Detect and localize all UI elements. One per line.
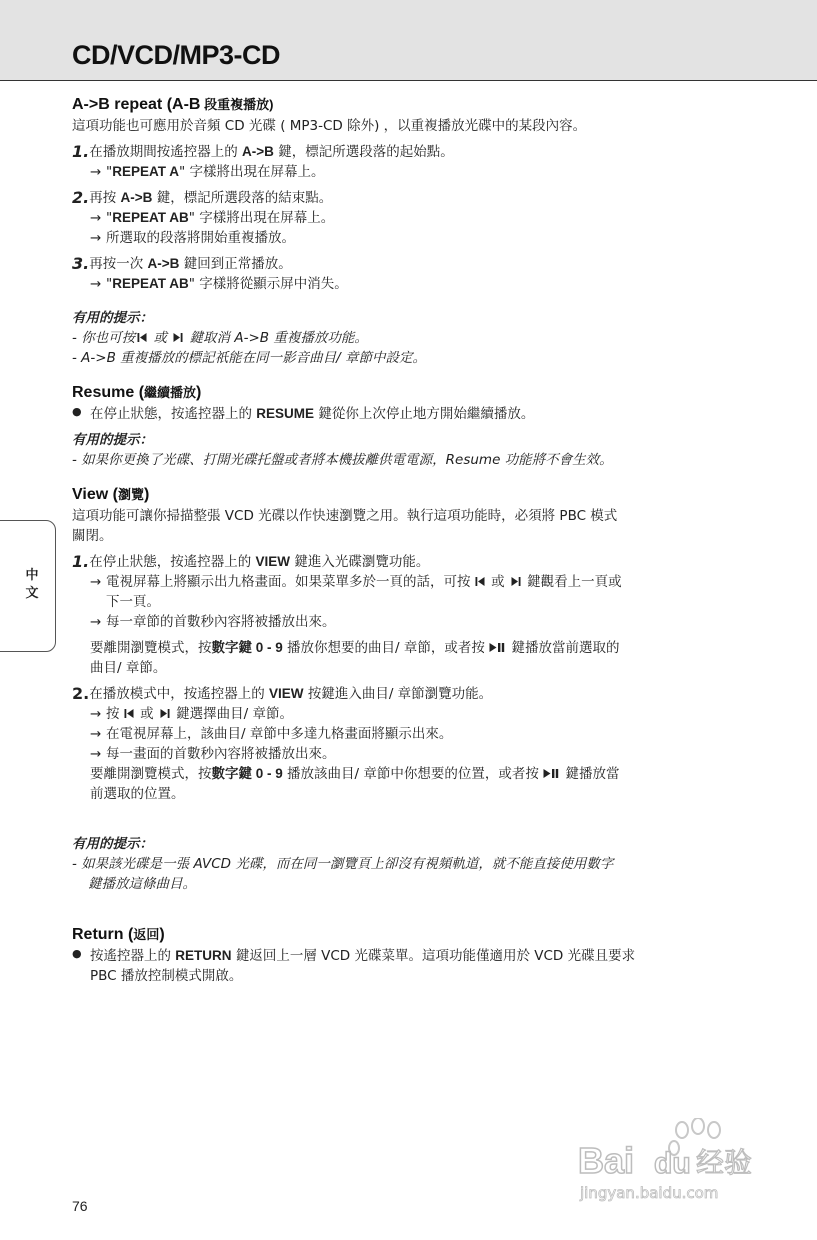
ab-tip-1: - 你也可按 或 鍵取消 A->B 重複播放功能。 xyxy=(72,330,368,346)
ab-step-1: 1. 在播放期間按遙控器上的 A->B 鍵，標記所選段落的起始點。 xyxy=(72,142,454,161)
arrow-right-icon: → xyxy=(90,230,102,246)
baidu-jingyan-watermark xyxy=(578,1118,778,1208)
ab-step-2-result-2: → 所選取的段落將開始重複播放。 xyxy=(90,230,295,246)
play-pause-icon xyxy=(489,642,505,653)
view-step-1-result-1: → 電視屏幕上將顯示出九格畫面。如果菜單多於一頁的話，可按 或 鍵觀看上一頁或 xyxy=(90,574,622,590)
view-intro-1: 這項功能可讓你掃描整張 VCD 光碟以作快速瀏覽之用。執行這項功能時，必須將 PBC 模式 xyxy=(72,508,618,524)
prev-track-icon xyxy=(137,332,147,343)
view-step-2-result-1: → 按 或 鍵選擇曲目/ 章節。 xyxy=(90,706,294,722)
resume-tip-1: - 如果你更換了光碟、打開光碟托盤或者將本機拔離供電電源，Resume 功能將不會生效。 xyxy=(72,452,613,468)
ab-step-2: 2. 再按 A->B 鍵，標記所選段落的結束點。 xyxy=(72,188,333,207)
return-heading: Return (返回) xyxy=(72,926,165,943)
play-pause-icon xyxy=(543,768,559,779)
next-track-icon xyxy=(160,708,170,719)
view-step-1-result-1-cont: 下一頁。 xyxy=(106,594,160,610)
bullet-icon: ● xyxy=(72,947,82,960)
ab-step-1-result: → "REPEAT A" 字樣將出現在屏幕上。 xyxy=(90,164,325,180)
view-step-1-result-2: → 每一章節的首數秒內容將被播放出來。 xyxy=(90,614,336,630)
ab-step-3: 3. 再按一次 A->B 鍵回到正常播放。 xyxy=(72,254,292,273)
view-step-2-exit: 要離開瀏覽模式，按數字鍵 0 - 9 播放該曲目/ 章節中你想要的位置，或者按 鍵播放當 xyxy=(90,766,620,782)
arrow-right-icon: → xyxy=(90,574,102,590)
view-intro-2: 關閉。 xyxy=(72,528,113,544)
ab-tip-2: - A->B 重複播放的標記祇能在同一影音曲目/ 章節中設定。 xyxy=(72,350,426,366)
svg-text:Bai: Bai xyxy=(578,1140,635,1181)
next-track-icon xyxy=(173,332,183,343)
view-heading: View (瀏覽) xyxy=(72,486,150,503)
arrow-right-icon: → xyxy=(90,210,102,226)
view-step-1: 1. 在停止狀態，按遙控器上的 VIEW 鍵進入光碟瀏覽功能。 xyxy=(72,552,430,571)
svg-text:jingyan.baidu.com: jingyan.baidu.com xyxy=(580,1184,719,1202)
manual-content xyxy=(72,94,772,986)
page-title: CD/VCD/MP3-CD xyxy=(72,40,281,70)
view-step-2: 2. 在播放模式中，按遙控器上的 VIEW 按鍵進入曲目/ 章節瀏覽功能。 xyxy=(72,684,493,703)
return-bullet-cont: PBC 播放控制模式開啟。 xyxy=(90,968,243,984)
arrow-right-icon: → xyxy=(90,276,102,292)
resume-bullet: ● 在停止狀態，按遙控器上的 RESUME 鍵從你上次停止地方開始繼續播放。 xyxy=(72,405,535,422)
bullet-icon: ● xyxy=(72,405,82,418)
view-tip-1: - 如果該光碟是一張 AVCD 光碟，而在同一瀏覽頁上卻沒有視頻軌道，就不能直接使用數字 xyxy=(72,856,614,872)
arrow-right-icon: → xyxy=(90,614,102,630)
arrow-right-icon: → xyxy=(90,726,102,742)
prev-track-icon xyxy=(475,576,485,587)
ab-tips-heading: 有用的提示： xyxy=(72,310,153,326)
arrow-right-icon: → xyxy=(90,746,102,762)
page-number: 76 xyxy=(72,1198,88,1214)
ab-step-2-result-1: → "REPEAT AB" 字樣將出現在屏幕上。 xyxy=(90,210,335,226)
return-bullet: ● 按遙控器上的 RETURN 鍵返回上一層 VCD 光碟菜單。這項功能僅適用於 VCD 光碟且要求 xyxy=(72,947,636,964)
view-step-1-exit-cont: 曲目/ 章節。 xyxy=(90,660,167,676)
language-tab-label: 中 文 xyxy=(25,568,39,601)
resume-heading: Resume (繼續播放) xyxy=(72,384,202,401)
svg-text:经验: 经验 xyxy=(696,1146,753,1179)
resume-tips-heading: 有用的提示： xyxy=(72,432,153,448)
ab-step-3-result: → "REPEAT AB" 字樣將從顯示屏中消失。 xyxy=(90,276,348,292)
view-step-1-exit: 要離開瀏覽模式，按數字鍵 0 - 9 播放你想要的曲目/ 章節，或者按 鍵播放當前選取的 xyxy=(90,640,620,656)
view-step-2-exit-cont: 前選取的位置。 xyxy=(90,786,185,802)
next-track-icon xyxy=(511,576,521,587)
view-step-2-result-2: → 在電視屏幕上，該曲目/ 章節中多達九格畫面將顯示出來。 xyxy=(90,726,453,742)
view-step-2-result-3: → 每一畫面的首數秒內容將被播放出來。 xyxy=(90,746,336,762)
arrow-right-icon: → xyxy=(90,164,102,180)
ab-repeat-intro: 這項功能也可應用於音頻 CD 光碟 ( MP3-CD 除外) ，以重複播放光碟中的某段內容。 xyxy=(72,118,587,134)
prev-track-icon xyxy=(124,708,134,719)
svg-text:du: du xyxy=(654,1147,691,1180)
view-tip-1-cont: 鍵播放這條曲目。 xyxy=(88,876,196,892)
ab-repeat-heading: A->B repeat (A-B 段重複播放) xyxy=(72,96,274,113)
arrow-right-icon: → xyxy=(90,706,102,722)
view-tips-heading: 有用的提示： xyxy=(72,836,153,852)
